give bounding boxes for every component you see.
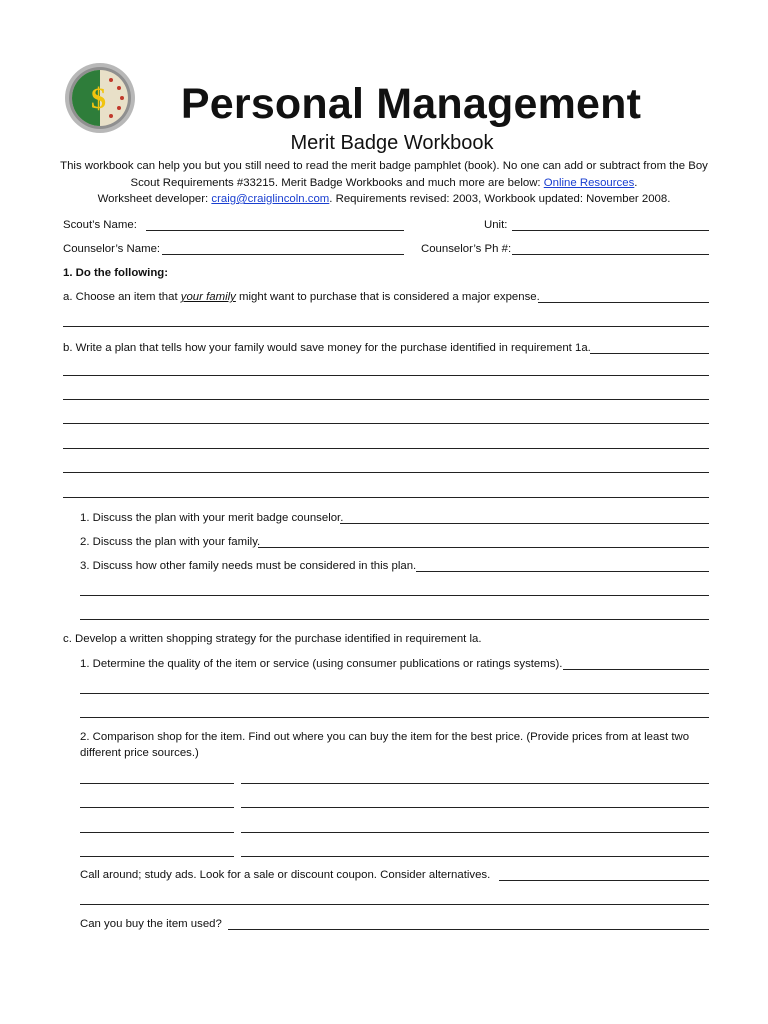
answer-line[interactable] [63, 375, 709, 376]
unit-label: Unit: [484, 219, 508, 231]
requirement-1b-text: b. Write a plan that tells how your family would save money for the purchase identified in requirement 1a. [63, 342, 591, 354]
scout-name-label: Scout’s Name: [63, 219, 137, 231]
requirement-1b1-text: 1. Discuss the plan with your merit badge counselor. [80, 512, 344, 524]
requirement-1c-text: c. Develop a written shopping strategy for the purchase identified in requirement la. [63, 633, 482, 645]
answer-line[interactable] [80, 619, 709, 620]
price-source-line[interactable] [80, 832, 234, 833]
counselor-phone-label: Counselor’s Ph #: [421, 243, 512, 255]
requirement-1-heading: 1. Do the following: [63, 267, 169, 279]
answer-line[interactable] [340, 523, 709, 524]
requirement-1a-emphasis: your family [180, 291, 236, 303]
intro-text [40, 158, 728, 208]
counselor-phone-field[interactable] [512, 254, 709, 255]
price-source-line[interactable] [80, 807, 234, 808]
answer-line[interactable] [63, 399, 709, 400]
unit-field[interactable] [512, 230, 709, 231]
requirement-1c2-line-2: different price sources.) [80, 747, 199, 759]
price-line[interactable] [241, 832, 709, 833]
answer-line[interactable] [590, 353, 709, 354]
answer-line[interactable] [63, 326, 709, 327]
answer-line[interactable] [80, 595, 709, 596]
requirement-1b2-text: 2. Discuss the plan with your family. [80, 536, 261, 548]
answer-line[interactable] [499, 880, 709, 881]
requirement-1a-text [63, 290, 540, 304]
call-around-text: Call around; study ads. Look for a sale or discount coupon. Consider alternatives. [80, 869, 491, 881]
answer-line[interactable] [63, 423, 709, 424]
intro-line-2-end: . [634, 176, 638, 189]
requirement-1c2-line-1: 2. Comparison shop for the item. Find out where you can buy the item for the best price. (Provide prices from at least two [80, 731, 690, 743]
scout-name-field[interactable] [146, 230, 404, 231]
answer-line[interactable] [80, 717, 709, 718]
counselor-name-field[interactable] [162, 254, 404, 255]
online-resources-link[interactable]: Online Resources [543, 176, 635, 189]
price-line[interactable] [241, 807, 709, 808]
requirement-1a-lead: a. Choose an item that [63, 291, 181, 303]
price-line[interactable] [241, 856, 709, 857]
price-source-line[interactable] [80, 856, 234, 857]
intro-line-3-end: . Requirements revised: 2003, Workbook updated: November 2008. [329, 193, 671, 205]
answer-line[interactable] [80, 904, 709, 905]
intro-line-1: This workbook can help you but you still need to read the merit badge pamphlet (book). No one can add or subtract from the Boy [60, 160, 708, 172]
intro-line-2 [40, 175, 728, 192]
intro-line-2-text: Scout Requirements #33215. Merit Badge Workbooks and much more are below: [130, 176, 544, 189]
requirement-1b3-text: 3. Discuss how other family needs must be considered in this plan. [80, 560, 417, 572]
intro-line-3 [40, 191, 728, 208]
buy-used-text: Can you buy the item used? [80, 918, 222, 930]
price-line[interactable] [241, 783, 709, 784]
answer-line[interactable] [416, 571, 709, 572]
answer-line[interactable] [80, 693, 709, 694]
requirement-1c1-text: 1. Determine the quality of the item or service (using consumer publications or ratings systems). [80, 658, 563, 670]
answer-line[interactable] [538, 302, 709, 303]
answer-line[interactable] [63, 497, 709, 498]
answer-line[interactable] [228, 929, 709, 930]
answer-line[interactable] [258, 547, 709, 548]
intro-line-3-text: Worksheet developer: [97, 193, 212, 205]
page-title: Personal Management [180, 80, 642, 128]
counselor-name-label: Counselor’s Name: [63, 243, 161, 255]
answer-line[interactable] [63, 472, 709, 473]
requirement-1a-rest: might want to purchase that is considered a major expense. [235, 291, 540, 303]
developer-email-link[interactable]: craig@craiglincoln.com [211, 193, 330, 205]
answer-line[interactable] [63, 448, 709, 449]
page-subtitle: Merit Badge Workbook [290, 132, 494, 154]
dollar-sign-icon: $ [91, 82, 106, 115]
price-source-line[interactable] [80, 783, 234, 784]
answer-line[interactable] [563, 669, 709, 670]
